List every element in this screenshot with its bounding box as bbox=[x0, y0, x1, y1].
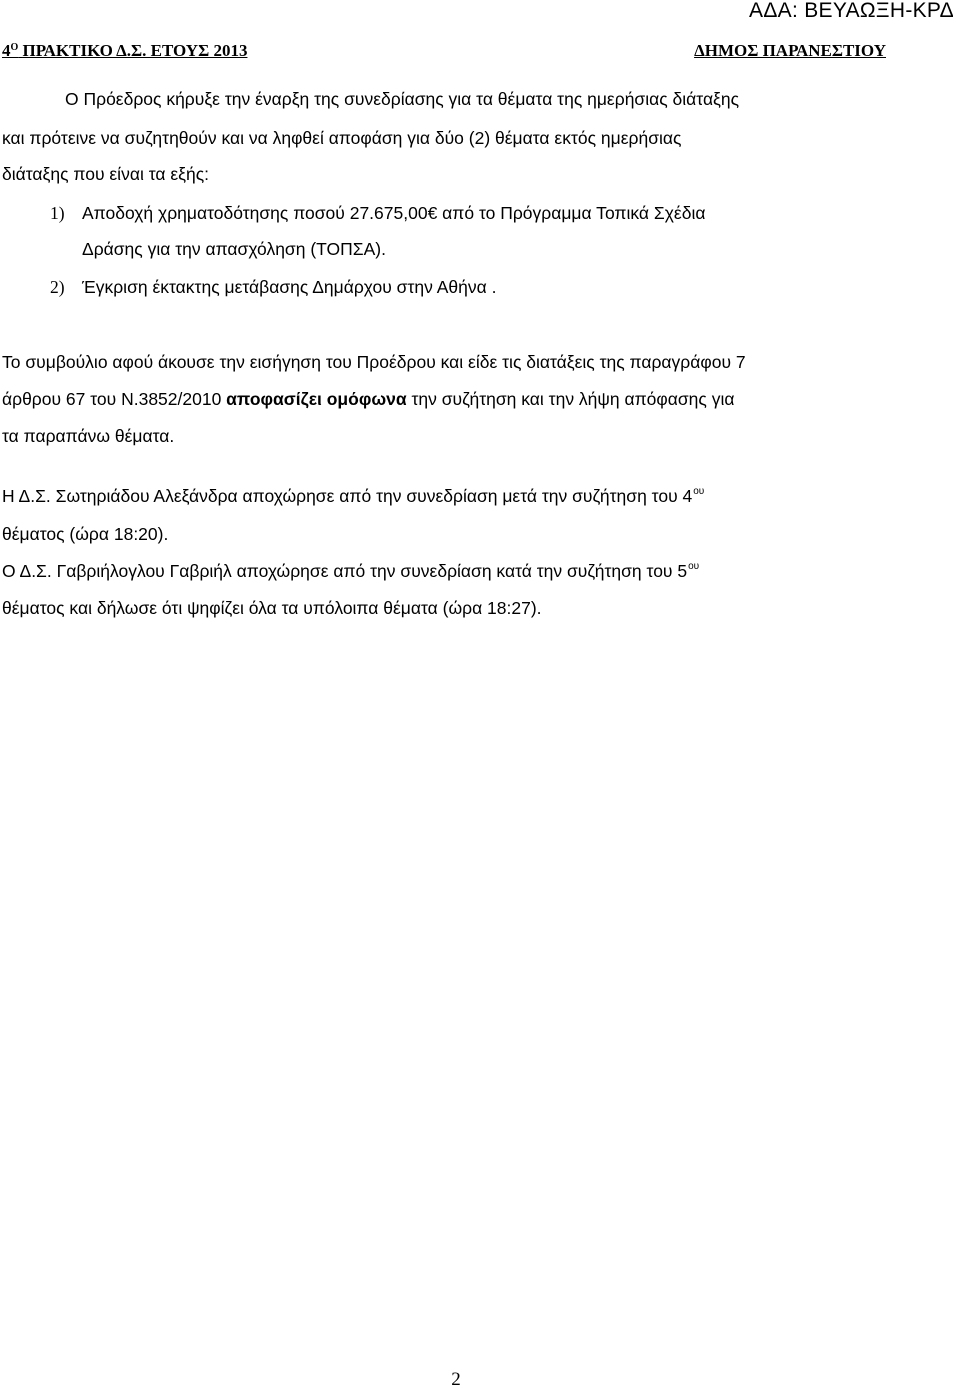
departure-2-text: Ο Δ.Σ. Γαβριήλογλου Γαβριήλ αποχώρησε από την συνεδρίαση κατά την συζήτηση του 5 bbox=[2, 561, 688, 581]
header-left-text: ΠΡΑΚΤΙΚΟ Δ.Σ. ΕΤΟΥΣ 2013 bbox=[22, 41, 248, 60]
agenda-item-1-number: 1) bbox=[50, 203, 65, 223]
agenda-item-2 bbox=[50, 276, 496, 298]
decision-line-2-end: την συζήτηση και την λήψη απόφασης για bbox=[406, 389, 735, 409]
decision-line-2-start: άρθρου 67 του Ν.3852/2010 bbox=[2, 389, 227, 409]
ada-code: ΑΔΑ: ΒΕΥΑΩΞΗ-ΚΡΔ bbox=[749, 0, 954, 22]
departure-1-superscript: ου bbox=[693, 486, 705, 497]
agenda-item-1-text: Αποδοχή χρηματοδότησης ποσού 27.675,00€ από το Πρόγραμμα Τοπικά Σχέδια bbox=[82, 203, 706, 223]
header-left bbox=[2, 40, 247, 62]
decision-line-3: τα παραπάνω θέματα. bbox=[2, 426, 175, 446]
header-right: ΔΗΜΟΣ ΠΑΡΑΝΕΣΤΙΟΥ bbox=[694, 41, 886, 60]
decision-line-2 bbox=[2, 388, 734, 410]
header-superscript: Ο bbox=[10, 42, 19, 53]
intro-line-1: Ο Πρόεδρος κήρυξε την έναρξη της συνεδρίασης για τα θέματα της ημερήσιας διάταξης bbox=[65, 89, 740, 109]
departure-2-line-1 bbox=[2, 560, 699, 582]
header-number: 4 bbox=[2, 41, 11, 60]
departure-1-line-1 bbox=[2, 485, 704, 507]
departure-2-superscript: ου bbox=[688, 561, 700, 572]
decision-line-1: Το συμβούλιο αφού άκουσε την εισήγηση του Προέδρου και είδε τις διατάξεις της παραγράφου 7 bbox=[2, 352, 746, 372]
departure-1-text: Η Δ.Σ. Σωτηριάδου Αλεξάνδρα αποχώρησε από την συνεδρίαση μετά την συζήτηση του 4 bbox=[2, 486, 693, 506]
departure-2-line-2: θέματος και δήλωσε ότι ψηφίζει όλα τα υπόλοιπα θέματα (ώρα 18:27). bbox=[2, 598, 542, 618]
agenda-item-2-text: Έγκριση έκτακτης μετάβασης Δημάρχου στην Αθήνα . bbox=[82, 277, 497, 297]
departure-1-line-2: θέματος (ώρα 18:20). bbox=[2, 524, 169, 544]
intro-line-3: διάταξης που είναι τα εξής: bbox=[2, 164, 210, 184]
agenda-item-1-continuation: Δράσης για την απασχόληση (ΤΟΠΣΑ). bbox=[82, 239, 386, 259]
intro-line-2: και πρότεινε να συζητηθούν και να ληφθεί αποφάση για δύο (2) θέματα εκτός ημερήσιας bbox=[2, 128, 682, 148]
agenda-item-2-number: 2) bbox=[50, 277, 65, 297]
page-number: 2 bbox=[451, 1369, 461, 1390]
decision-bold-phrase: αποφασίζει ομόφωνα bbox=[226, 389, 407, 409]
agenda-item-1 bbox=[50, 202, 705, 224]
